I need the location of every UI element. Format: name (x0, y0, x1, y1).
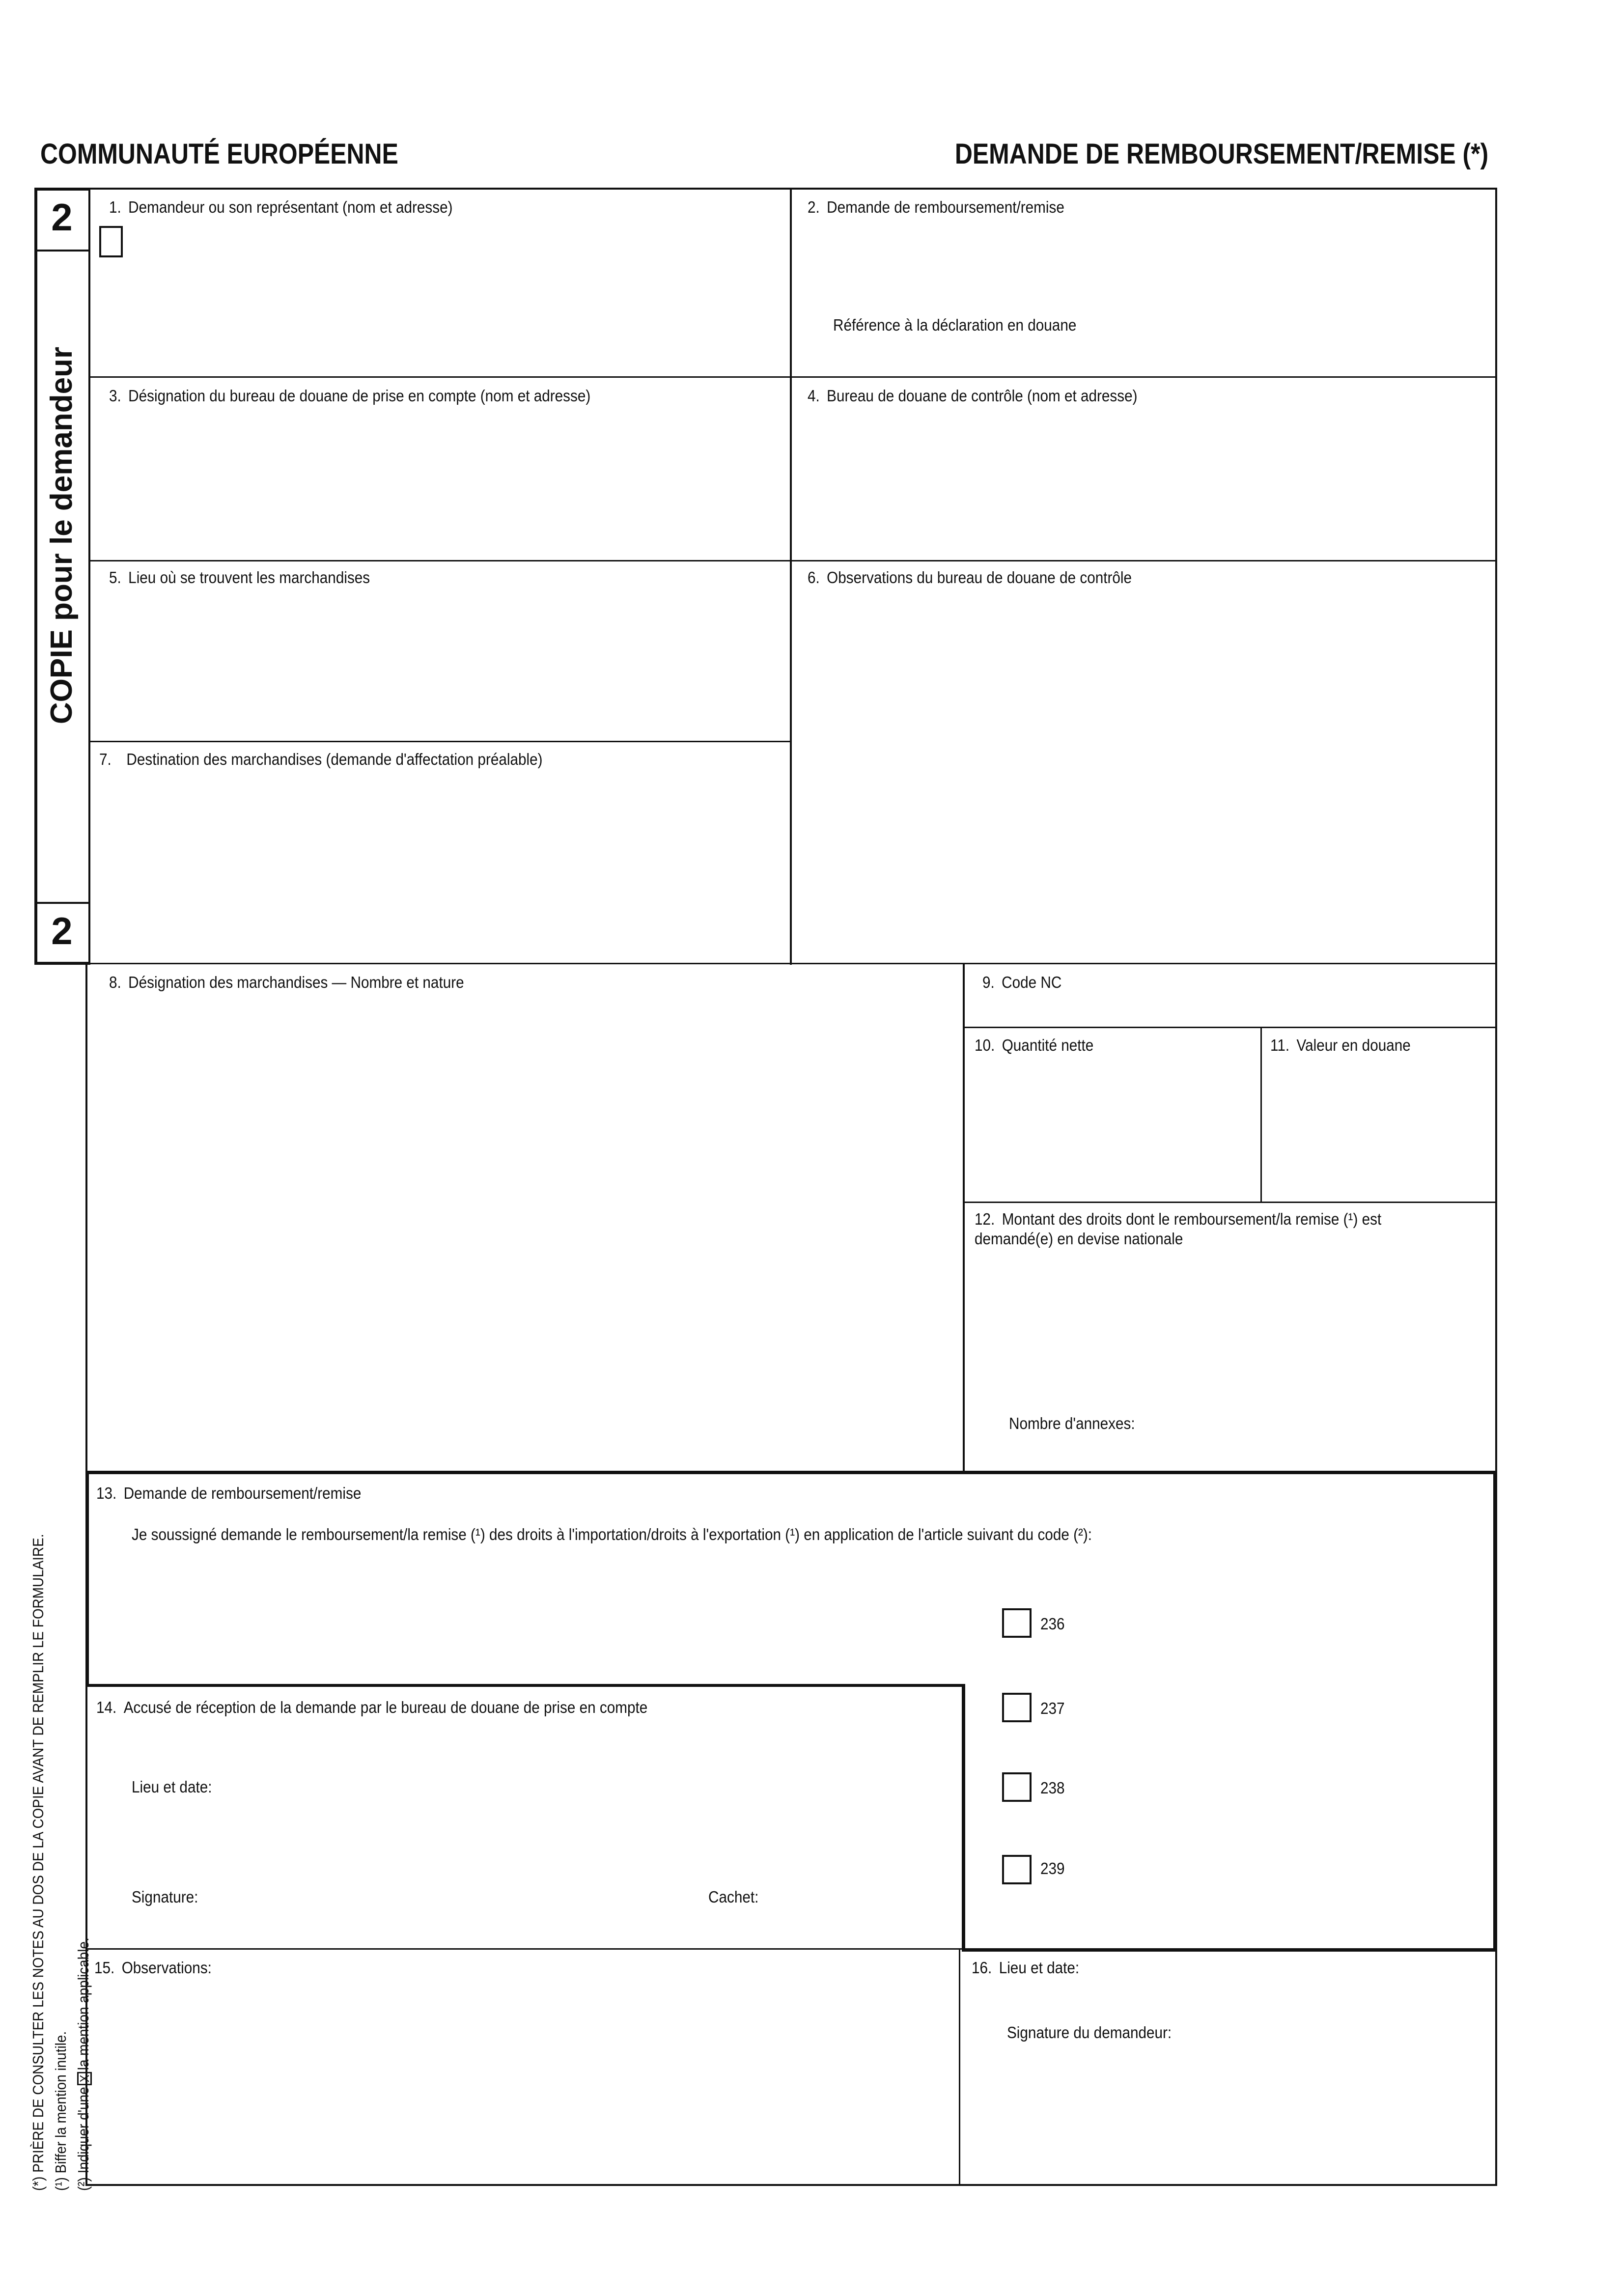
footnote-2-text-before: (²) Indiquer d'une (75, 2087, 92, 2191)
article-237-label: 237 (1040, 1699, 1065, 1717)
box-11-label (1270, 1036, 1411, 1055)
footnote-2 (75, 1937, 92, 2191)
box-2-number: 2. (808, 198, 820, 216)
form-title: DEMANDE DE REMBOURSEMENT/REMISE (*) (954, 138, 1488, 170)
box-13-number: 13. (96, 1484, 117, 1502)
box-11-number: 11. (1270, 1036, 1290, 1054)
box-8-label (109, 973, 464, 992)
box-16-text: Lieu et date: (999, 1959, 1080, 1977)
box-9-label (982, 973, 1061, 992)
box-9-text: Code NC (1002, 973, 1062, 991)
article-238-checkbox[interactable] (1002, 1772, 1032, 1802)
x-mark-icon: X (77, 2072, 92, 2085)
box-3-number: 3. (109, 387, 121, 405)
box-6-label (808, 568, 1132, 588)
copy-number-bottom: 2 (51, 909, 73, 952)
box-14-number: 14. (96, 1698, 117, 1716)
footnote-star: (*) PRIÈRE DE CONSULTER LES NOTES AU DOS DE LA COPIE AVANT DE REMPLIR LE FORMULAIRE. (29, 1534, 47, 2191)
box-12-text: Montant des droits dont le remboursement/la remise (¹) est demandé(e) en devise nationale (975, 1210, 1382, 1248)
article-238-label: 238 (1040, 1779, 1065, 1797)
box-2-reference-label: Référence à la déclaration en douane (833, 316, 1077, 334)
box-10-text: Quantité nette (1002, 1036, 1094, 1054)
article-237-checkbox[interactable] (1002, 1693, 1032, 1722)
box-14-signature-label: Signature: (132, 1888, 198, 1906)
box-14-label (96, 1698, 647, 1717)
box-3-text: Désignation du bureau de douane de prise en compte (nom et adresse) (128, 387, 591, 405)
box-4-label (808, 386, 1138, 406)
box-1-label (109, 197, 453, 217)
box-12-label (975, 1209, 1461, 1249)
box-13-text: Demande de remboursement/remise (123, 1484, 362, 1502)
box-7-number: 7. (99, 750, 112, 768)
box-9-number: 9. (982, 973, 995, 991)
footnote-2-text-after: la mention applicable. (75, 1937, 92, 2071)
box-7-label (99, 750, 543, 769)
box-15-number: 15. (94, 1959, 115, 1977)
box-15-label (94, 1958, 212, 1978)
copy-label-text: COPIE pour le demandeur (45, 346, 79, 725)
box-5-label (109, 568, 370, 588)
box-16-number: 16. (972, 1959, 992, 1977)
box-1-number: 1. (109, 198, 121, 216)
box-4-number: 4. (808, 387, 820, 405)
box-15-text: Observations: (121, 1959, 212, 1977)
box-13-statement: Je soussigné demande le remboursement/la remise (¹) des droits à l'importation/droits à l'exportation (¹) en application de l'article suivant du code (²): (132, 1525, 1092, 1543)
box-8-text: Désignation des marchandises — Nombre et nature (128, 973, 464, 991)
box-16-signature-label: Signature du demandeur: (1007, 2023, 1172, 2042)
box-4-text: Bureau de douane de contrôle (nom et adresse) (827, 387, 1138, 405)
footnote-1: (¹) Biffer la mention inutile. (52, 2031, 69, 2191)
box-1-representative-checkbox[interactable] (99, 226, 123, 257)
box-8-number: 8. (109, 973, 121, 991)
article-239-checkbox[interactable] (1002, 1855, 1032, 1884)
box-13-label (96, 1484, 361, 1503)
box-6-text: Observations du bureau de douane de contrôle (827, 568, 1132, 587)
box-5-text: Lieu où se trouvent les marchandises (128, 568, 370, 587)
article-239-label: 239 (1040, 1859, 1065, 1877)
box-10-number: 10. (975, 1036, 995, 1054)
article-236-label: 236 (1040, 1615, 1065, 1633)
box-2-label (808, 197, 1064, 217)
article-236-checkbox[interactable] (1002, 1608, 1032, 1638)
box-12-number: 12. (975, 1210, 995, 1228)
box-16-label (972, 1958, 1079, 1978)
box-2-text: Demande de remboursement/remise (827, 198, 1064, 216)
box-7-text: Destination des marchandises (demande d'affectation préalable) (126, 750, 543, 768)
form-community-title: COMMUNAUTÉ EUROPÉENNE (40, 138, 398, 170)
box-14-text: Accusé de réception de la demande par le bureau de douane de prise en compte (123, 1698, 648, 1716)
box-14-place-date-label: Lieu et date: (132, 1778, 212, 1796)
box-14-stamp-label: Cachet: (708, 1888, 759, 1906)
box-12-annexes-label: Nombre d'annexes: (1009, 1414, 1135, 1432)
box-6-number: 6. (808, 568, 820, 587)
box-1-text: Demandeur ou son représentant (nom et adresse) (128, 198, 453, 216)
box-3-label (109, 386, 590, 406)
box-5-number: 5. (109, 568, 121, 587)
box-11-text: Valeur en douane (1296, 1036, 1411, 1054)
copy-number-top: 2 (51, 196, 73, 239)
box-10-label (975, 1036, 1093, 1055)
